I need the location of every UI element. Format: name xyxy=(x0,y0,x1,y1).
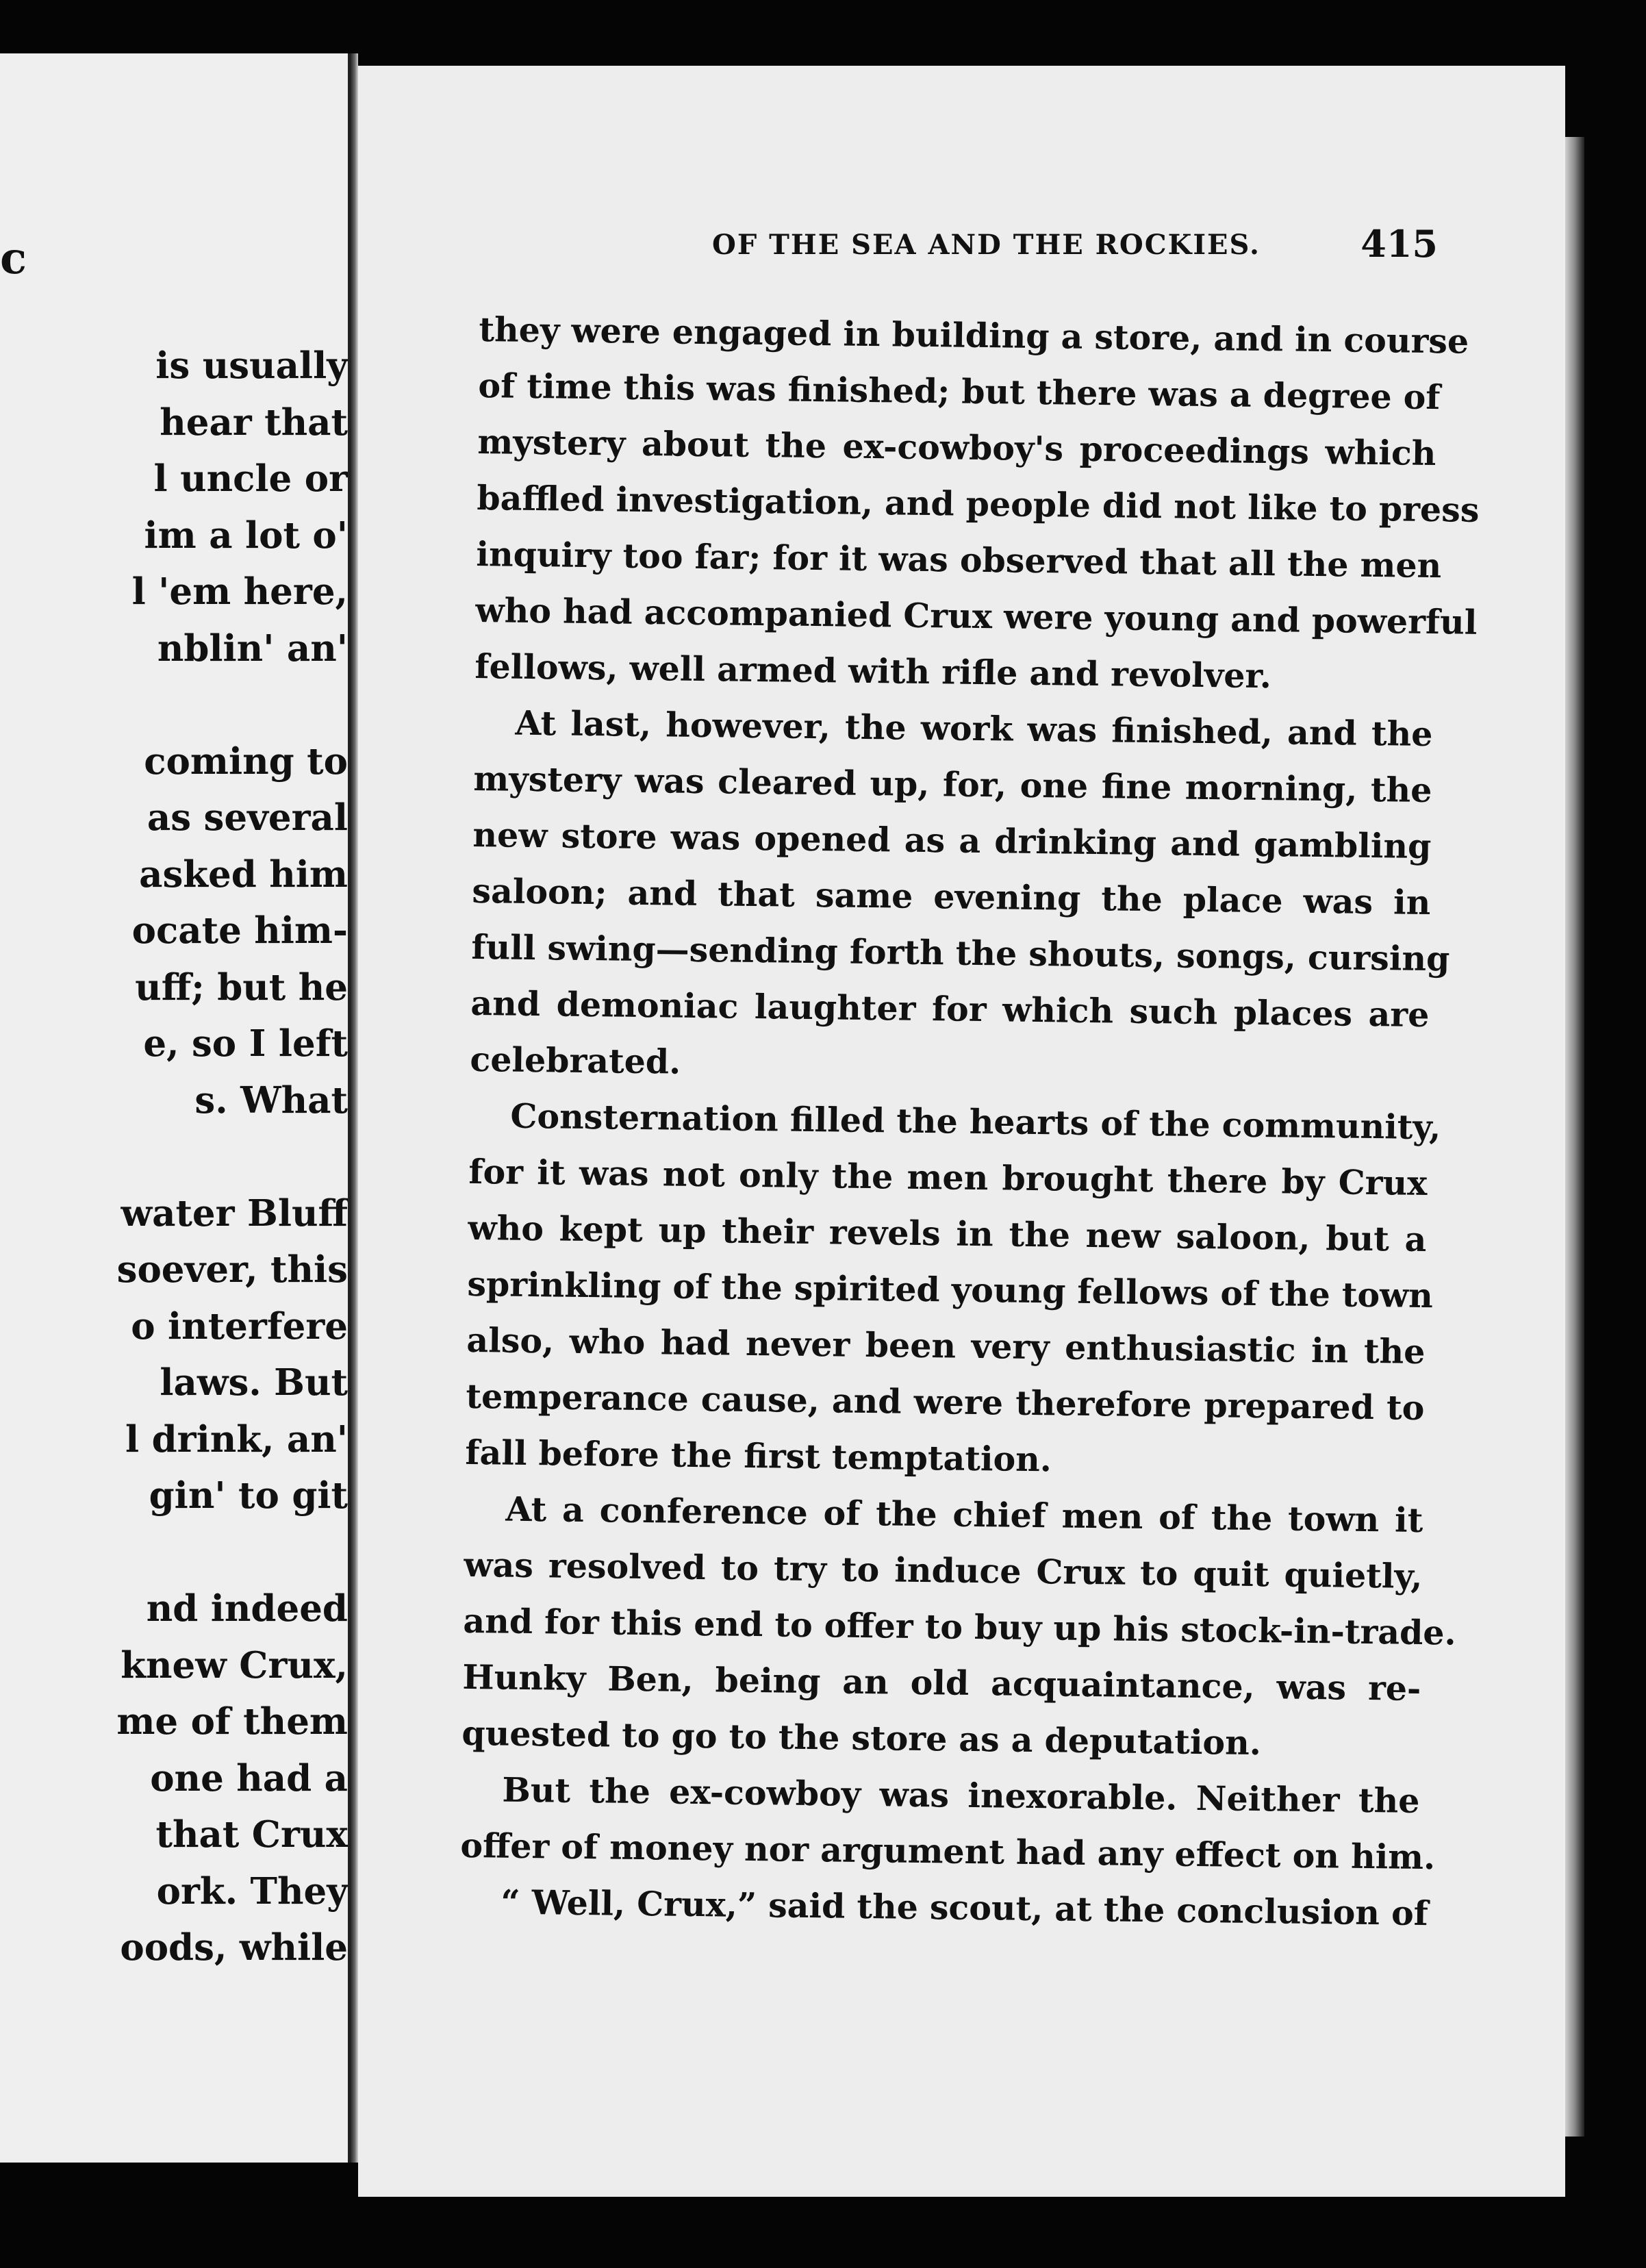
left-page-line: water Bluff xyxy=(121,1192,348,1235)
left-page-line xyxy=(60,1524,348,1581)
page-number: 415 xyxy=(1360,222,1438,266)
left-page-line: oods, while xyxy=(120,1926,348,1969)
left-page-line: laws. But xyxy=(160,1361,348,1404)
text-line: and demoniac laughter for which such places are xyxy=(470,983,1430,1035)
left-page-line xyxy=(60,677,348,733)
text-line: they were engaged in building a store, and in course xyxy=(479,309,1469,362)
text-line: offer of money nor argument had any effect on him. xyxy=(460,1825,1436,1878)
text-line: was resolved to try to induce Crux to quit quietly, xyxy=(464,1544,1423,1596)
left-page-line: l uncle or xyxy=(153,457,348,500)
left-page-line: nd indeed xyxy=(146,1587,348,1630)
text-line: temperance cause, and were therefore prepared to xyxy=(466,1376,1425,1428)
text-line: At last, however, the work was finished, and the xyxy=(515,703,1433,755)
text-line: Consternation filled the hearts of the community, xyxy=(510,1096,1441,1148)
left-page-text xyxy=(0,338,348,1976)
left-page-fragment xyxy=(0,53,350,2163)
left-page-line: e, so I left xyxy=(143,1022,348,1065)
text-line: and for this end to offer to buy up his stock-in-trade. xyxy=(463,1600,1456,1653)
left-page-line: nblin' an' xyxy=(157,627,348,670)
left-page-line: as several xyxy=(147,796,348,839)
left-page-line: that Crux xyxy=(155,1813,348,1856)
left-page-line: l 'em here, xyxy=(131,570,348,613)
text-line: full swing—sending forth the shouts, songs, cursing xyxy=(471,927,1450,979)
left-page-line xyxy=(60,1129,348,1185)
left-page-line: uff; but he xyxy=(135,966,348,1009)
paragraph xyxy=(459,1874,1429,1941)
text-line: quested to go to the store as a deputation. xyxy=(461,1713,1262,1763)
text-line: baffled investigation, and people did not like to press xyxy=(477,477,1480,530)
running-head-title: OF THE SEA AND THE ROCKIES. xyxy=(712,229,1261,261)
left-page-line: gin' to git xyxy=(149,1474,348,1517)
left-page-mark: c xyxy=(0,233,27,284)
left-page-line: soever, this xyxy=(116,1248,348,1291)
text-line: who had accompanied Crux were young and powerful xyxy=(475,590,1478,642)
left-page-line: is usually xyxy=(155,344,348,387)
text-line: new store was opened as a drinking and gambling xyxy=(472,814,1432,867)
text-line: mystery was cleared up, for, one fine morning, the xyxy=(473,758,1432,811)
paragraph xyxy=(465,1087,1441,1492)
text-line: of time this was finished; but there was a degree of xyxy=(478,365,1441,418)
text-line: saloon; and that same evening the place was in xyxy=(472,870,1431,923)
left-page-line: ocate him- xyxy=(131,909,348,952)
left-page-line: knew Crux, xyxy=(121,1643,348,1687)
book-gutter xyxy=(350,53,358,2163)
left-page-line: hear that xyxy=(160,401,348,444)
text-line: fall before the first temptation. xyxy=(465,1432,1052,1480)
text-line: Hunky Ben, being an old acquaintance, was re- xyxy=(462,1656,1421,1709)
left-page-line: coming to xyxy=(144,740,348,783)
text-line: fellows, well armed with rifle and revolver. xyxy=(474,646,1272,696)
text-line: At a conference of the chief men of the town it xyxy=(505,1489,1423,1540)
body-text xyxy=(459,301,1480,1941)
left-page-line: l drink, an' xyxy=(125,1418,348,1461)
left-page-line: ork. They xyxy=(156,1869,348,1913)
text-line: sprinkling of the spirited young fellows of the town xyxy=(467,1263,1434,1316)
text-line: who kept up their revels in the new saloon, but a xyxy=(468,1207,1427,1260)
left-page-line: o interfere xyxy=(131,1305,348,1348)
paragraph xyxy=(470,694,1450,1099)
text-line: “ Well, Crux,” said the scout, at the conclusion of xyxy=(501,1882,1429,1934)
text-line: celebrated. xyxy=(470,1039,681,1082)
left-page-line: asked him xyxy=(139,853,348,896)
text-line: inquiry too far; for it was observed that all the men xyxy=(476,533,1442,586)
left-page-line: s. What xyxy=(194,1079,348,1122)
left-page-line: im a lot o' xyxy=(144,514,348,557)
left-page-line: one had a xyxy=(150,1756,348,1800)
text-line: also, who had never been very enthusiastic in the xyxy=(466,1320,1426,1372)
left-page-line: me of them xyxy=(116,1700,348,1743)
paragraph xyxy=(461,1480,1456,1773)
text-line: mystery about the ex-cowboy's proceedings which xyxy=(477,421,1436,474)
text-line: for it was not only the men brought there by Crux xyxy=(468,1151,1428,1204)
text-line: But the ex-cowboy was inexorable. Neither the xyxy=(502,1769,1420,1821)
paragraph xyxy=(474,301,1480,706)
paragraph xyxy=(460,1761,1436,1885)
right-page-edge xyxy=(1565,137,1584,2137)
